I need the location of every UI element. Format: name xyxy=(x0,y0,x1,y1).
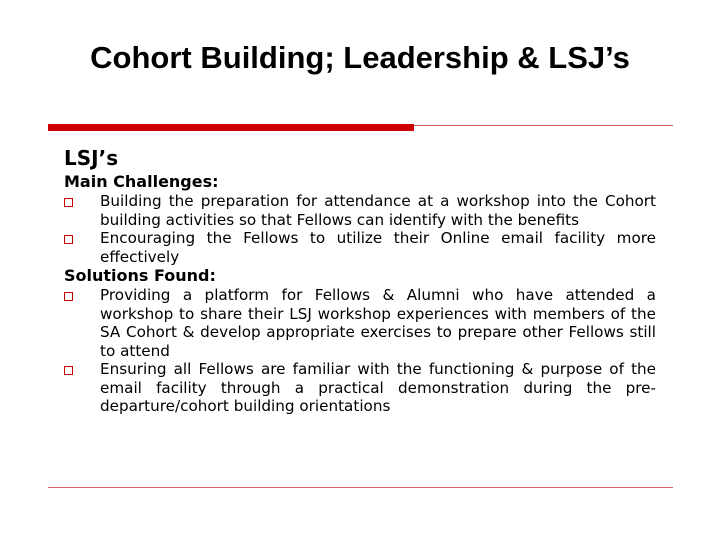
square-bullet-icon xyxy=(64,366,73,375)
list-item xyxy=(64,229,656,266)
section-heading: LSJ’s xyxy=(64,146,119,170)
slide-body xyxy=(64,144,656,416)
list-item xyxy=(64,286,656,360)
list-item-text: Providing a platform for Fellows & Alumni who have attended a workshop to share their LSJ workshop experiences with members of the SA Cohort & develop appropriate exercises to prepare other Fellows still to attend xyxy=(100,286,656,360)
solutions-list xyxy=(64,286,656,416)
list-item-text: Ensuring all Fellows are familiar with the functioning & purpose of the email facility through a practical demonstration during the pre-departure/cohort building orientations xyxy=(100,360,656,415)
title-underline-thin xyxy=(414,125,673,126)
slide-title: Cohort Building; Leadership & LSJ’s xyxy=(90,40,630,75)
square-bullet-icon xyxy=(64,198,73,207)
list-item-text: Encouraging the Fellows to utilize their Online email facility more effectively xyxy=(100,229,656,266)
footer-rule xyxy=(48,487,673,488)
list-item-text: Building the preparation for attendance at a workshop into the Cohort building activities so that Fellows can identify with the benefits xyxy=(100,192,656,229)
solutions-label: Solutions Found: xyxy=(64,266,216,285)
square-bullet-icon xyxy=(64,235,73,244)
challenges-list xyxy=(64,192,656,266)
challenges-label: Main Challenges: xyxy=(64,172,219,191)
title-underline-accent xyxy=(48,124,414,131)
square-bullet-icon xyxy=(64,292,73,301)
list-item xyxy=(64,192,656,229)
list-item xyxy=(64,360,656,416)
